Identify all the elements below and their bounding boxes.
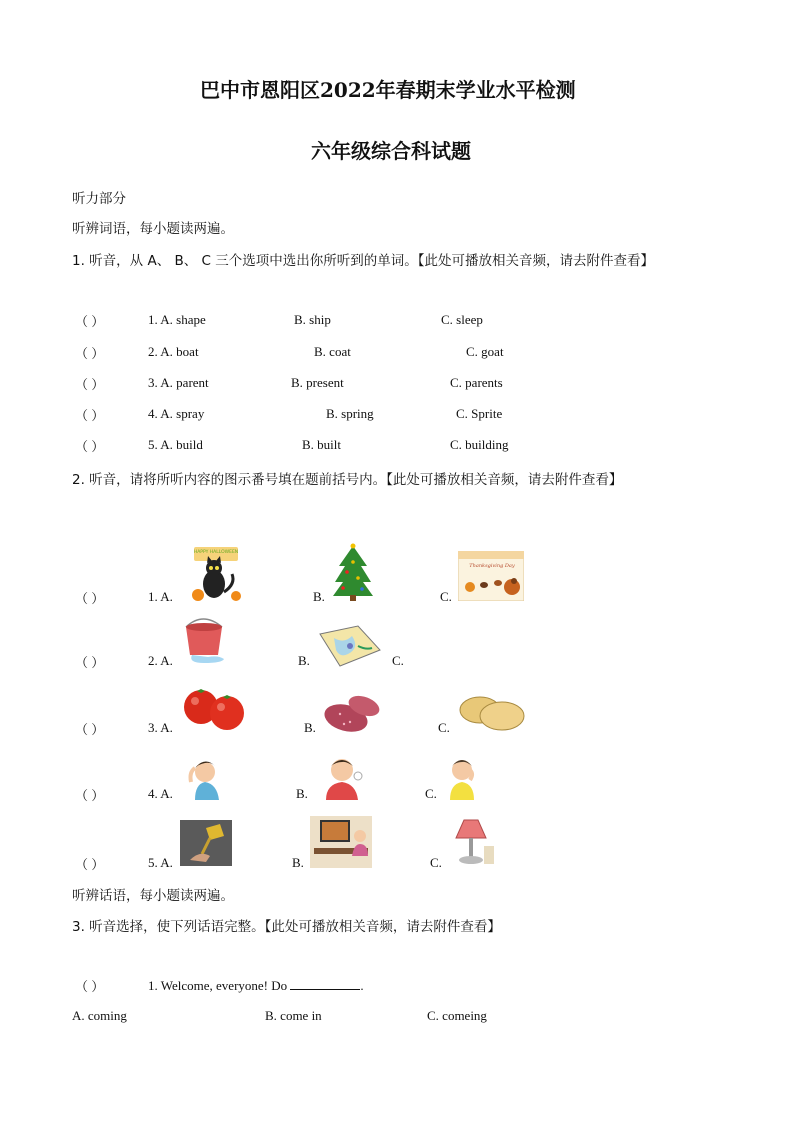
picture-option-a: 2. A. (148, 653, 173, 668)
answer-parenthesis[interactable]: （ ） (75, 346, 105, 361)
map-image (314, 624, 384, 668)
picture-option-a: 4. A. (148, 786, 173, 801)
christmas-tree-image (331, 542, 375, 602)
fill-blank[interactable] (290, 977, 360, 990)
question-option-c: C. parents (450, 375, 503, 390)
picture-option-a: 5. A. (148, 855, 173, 870)
question-option-b: B. ship (294, 312, 331, 327)
question-option-a: 3. A. parent (148, 375, 209, 390)
part1-instruction: 1. 听音，从 A、 B、 C 三个选项中选出你所听到的单词。【此处可播放相关音频，请去附件查看】 (72, 253, 655, 269)
thanksgiving-card-image (458, 551, 524, 601)
question-option-c: C. building (450, 437, 509, 452)
question-option-c: C. goat (466, 344, 504, 359)
desk-lamp-image (180, 820, 232, 866)
picture-option-a: 3. A. (148, 720, 173, 735)
bucket-water-image (178, 615, 230, 667)
picture-option-c: C. (392, 653, 404, 668)
question-period: . (360, 978, 364, 993)
question-option-a: 1. A. shape (148, 312, 206, 327)
headache-boy-image (181, 752, 229, 800)
picture-option-b: B. (296, 786, 308, 801)
answer-parenthesis[interactable]: （ ） (75, 377, 105, 392)
picture-option-b: B. (298, 653, 310, 668)
picture-option-c: C. (430, 855, 442, 870)
question-option-b: B. spring (326, 406, 374, 421)
picture-option-c: C. (440, 589, 452, 604)
answer-parenthesis[interactable]: （ ） (75, 439, 105, 454)
part3-instruction: 3. 听音选择，使下列话语完整。【此处可播放相关音频，请去附件查看】 (72, 919, 501, 935)
picture-option-a: 1. A. (148, 589, 173, 604)
picture-option-b: B. (313, 589, 325, 604)
answer-parenthesis[interactable]: （ ） (75, 788, 105, 803)
part3-intro: 听辨话语，每小题读两遍。 (72, 888, 234, 904)
picture-option-b: B. (292, 855, 304, 870)
sick-boy-image (314, 752, 370, 800)
computer-kids-image (310, 816, 372, 868)
svg-text:Thanksgiving Day: Thanksgiving Day (469, 563, 515, 569)
answer-parenthesis[interactable]: （ ） (75, 655, 105, 670)
question-text (148, 977, 364, 994)
answer-option-b: B. come in (265, 1008, 322, 1023)
answer-parenthesis[interactable]: （ ） (75, 591, 105, 606)
potatoes-image (456, 692, 526, 734)
table-lamp-image (446, 816, 496, 868)
answer-parenthesis[interactable]: （ ） (75, 722, 105, 737)
part1-intro: 听辨词语，每小题读两遍。 (72, 221, 234, 237)
question-option-c: C. Sprite (456, 406, 503, 421)
answer-parenthesis[interactable]: （ ） (75, 408, 105, 423)
question-prompt: 1. Welcome, everyone! Do (148, 978, 288, 993)
answer-parenthesis[interactable]: （ ） (75, 857, 105, 872)
answer-parenthesis[interactable]: （ ） (75, 979, 105, 994)
question-option-b: B. coat (314, 344, 351, 359)
section-heading: 听力部分 (72, 191, 126, 207)
halloween-cat-image (186, 544, 248, 602)
page-subtitle: 六年级综合科试题 (311, 139, 471, 163)
toothache-boy-image (444, 752, 480, 800)
part2-instruction: 2. 听音，请将所听内容的图示番号填在题前括号内。【此处可播放相关音频，请去附件查看】 (72, 472, 623, 488)
question-option-b: B. present (291, 375, 344, 390)
question-option-b: B. built (302, 437, 342, 452)
answer-parenthesis[interactable]: （ ） (75, 314, 105, 329)
answer-option-c: C. comeing (427, 1008, 487, 1023)
question-option-c: C. sleep (441, 312, 483, 327)
question-option-a: 5. A. build (148, 437, 203, 452)
halloween-caption: HAPPY HALLOWEEN (193, 550, 239, 555)
sweet-potatoes-image (320, 690, 384, 736)
question-option-a: 4. A. spray (148, 406, 205, 421)
question-option-a: 2. A. boat (148, 344, 199, 359)
picture-option-b: B. (304, 720, 316, 735)
tomatoes-image (181, 683, 247, 733)
picture-option-c: C. (438, 720, 450, 735)
picture-option-c: C. (425, 786, 437, 801)
page-title: 巴中市恩阳区2022年春期末学业水平检测 (200, 78, 576, 102)
answer-option-a: A. coming (72, 1008, 127, 1023)
